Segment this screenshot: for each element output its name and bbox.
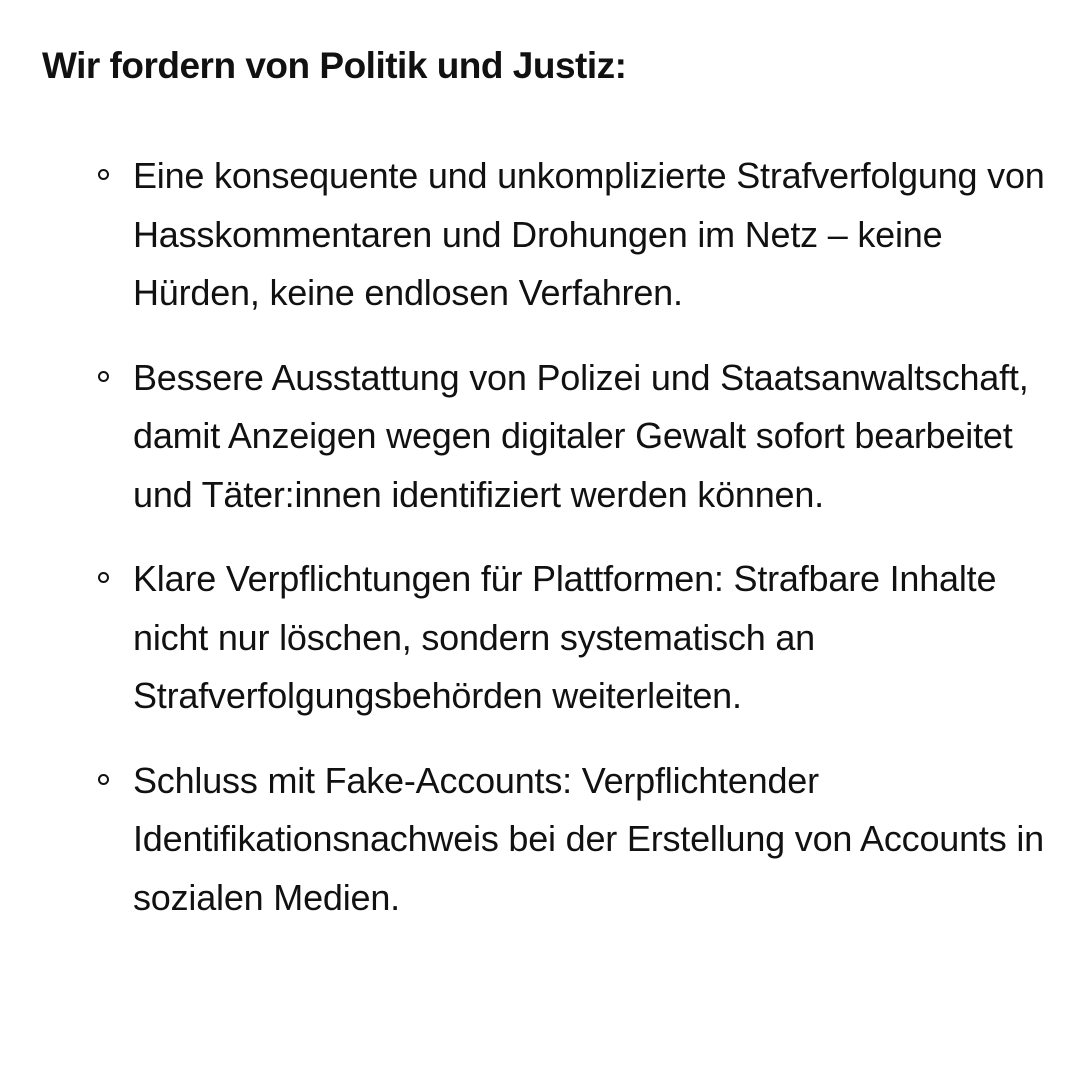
hollow-circle-bullet-icon	[98, 169, 109, 180]
list-item-text: Bessere Ausstattung von Polizei und Staatsanwaltschaft, damit Anzeigen wegen digitaler Gewalt sofort bearbeitet und Täter:innen identifiziert werden können.	[133, 356, 1029, 515]
hollow-circle-bullet-icon	[98, 371, 109, 382]
list-item-text: Eine konsequente und unkomplizierte Strafverfolgung von Hasskommentaren und Drohungen im Netz – keine Hürden, keine endlosen Verfahren.	[133, 155, 1045, 313]
list-item	[42, 550, 1052, 726]
list-item	[42, 752, 1052, 928]
demands-list	[42, 147, 1052, 927]
list-item-text: Schluss mit Fake-Accounts: Verpflichtender Identifikationsnachweis bei der Erstellung von Accounts in sozialen Medien.	[133, 759, 1044, 918]
section-heading: Wir fordern von Politik und Justiz:	[42, 45, 627, 86]
article-section	[42, 40, 1052, 953]
hollow-circle-bullet-icon	[98, 572, 109, 583]
list-item	[42, 147, 1052, 323]
list-item	[42, 349, 1052, 525]
hollow-circle-bullet-icon	[98, 774, 109, 785]
list-item-text: Klare Verpflichtungen für Plattformen: Strafbare Inhalte nicht nur löschen, sondern systematisch an Strafverfolgungsbehörden weiterleiten.	[133, 558, 997, 716]
